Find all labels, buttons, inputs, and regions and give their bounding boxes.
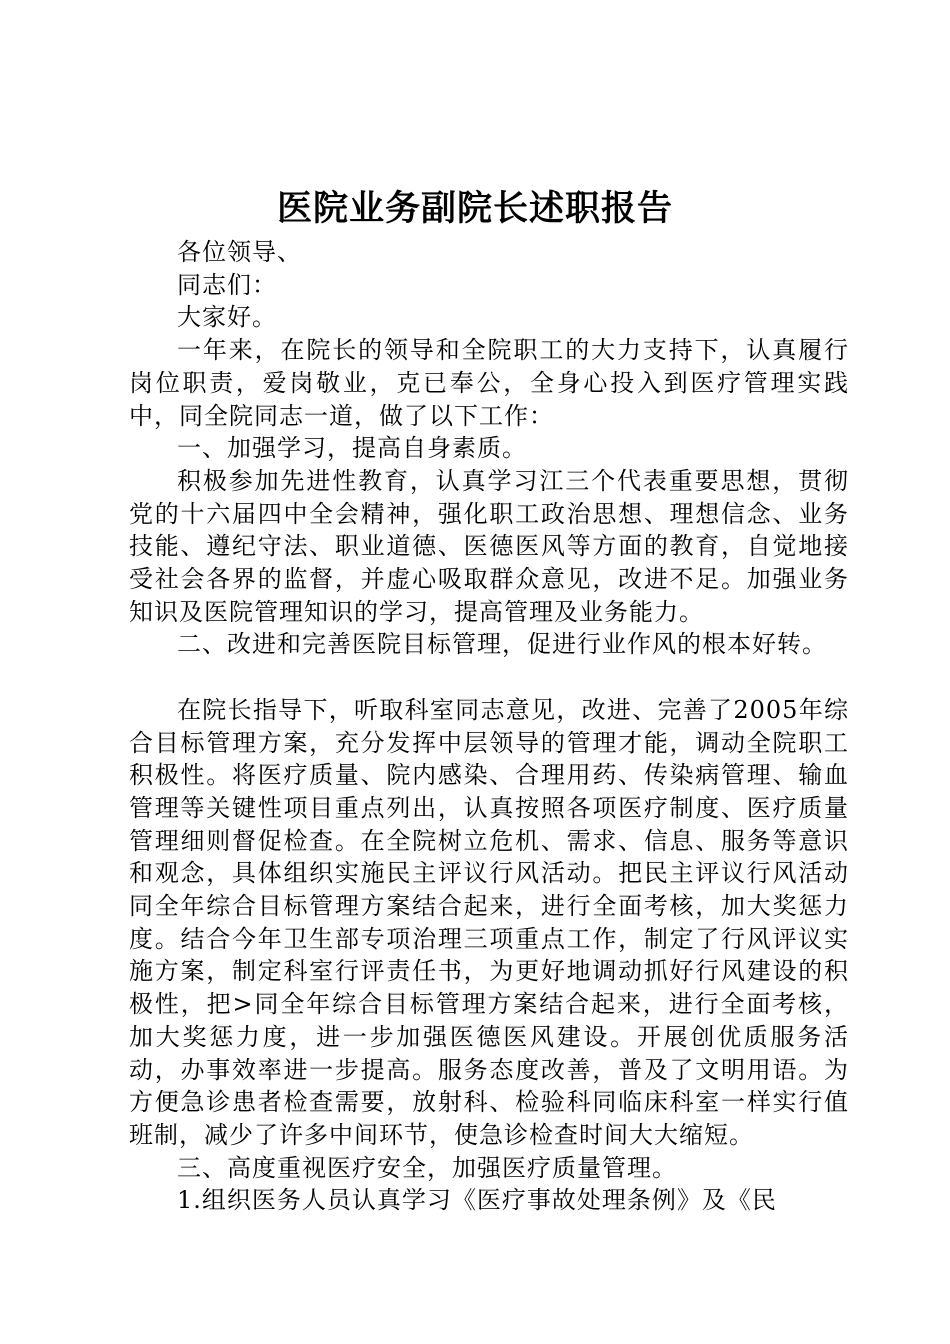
greeting: 大家好。 (177, 303, 277, 332)
section-2-paragraph: 在院长指导下，听取科室同志意见，改进、完善了2005年综合目标管理方案，充分发挥中层领导的管理才能，调动全院职工积极性。将医疗质量、院内感染、合理用药、传染病管理、输血管理等关键性项目重点列出，认真按照各项医疗制度、医疗质量管理细则督促检查。在全院树立危机、需求、信息、服务等意识和观念，具体组织实施民主评议行风活动。把民主评议行风活动同全年综合目标管理方案结合起来，进行全面考核，加大奖惩力度。结合今年卫生部专项治理三项重点工作，制定了行风评议实施方案，制定科室行评责任书，为更好地调动抓好行风建设的积极性，把>同全年综合目标管理方案结合起来，进行全面考核，加大奖惩力度，进一步加强医德医风建设。开展创优质服务活动，办事效率进一步提高。服务态度改善，普及了文明用语。为方便急诊患者检查需要，放射科、检验科同临床科室一样实行值班制，减少了许多中间环节，使急诊检查时间大大缩短。 (129, 695, 849, 1149)
section-heading-2: 二、改进和完善医院目标管理，促进行业作风的根本好转。 (177, 630, 827, 659)
intro-paragraph: 一年来，在院长的领导和全院职工的大力支持下，认真履行岗位职责，爱岗敬业，克已奉公，全身心投入到医疗管理实践中，同全院同志一道，做了以下工作： (129, 336, 849, 430)
section-heading-3: 三、高度重视医疗安全，加强医疗质量管理。 (177, 1153, 677, 1182)
document-body (129, 236, 849, 1217)
section-heading-1: 一、加强学习，提高自身素质。 (177, 434, 527, 463)
section-1-paragraph: 积极参加先进性教育，认真学习江三个代表重要思想，贯彻党的十六届四中全会精神，强化职工政治思想、理想信念、业务技能、遵纪守法、职业道德、医德医风等方面的教育，自觉地接受社会各界的监督，并虚心吸取群众意见，改进不足。加强业务知识及医院管理知识的学习，提高管理及业务能力。 (129, 466, 849, 626)
section-3-item-1: 1.组织医务人员认真学习《医疗事故处理条例》及《民 (177, 1186, 777, 1215)
salutation-leaders: 各位领导、 (177, 238, 302, 266)
salutation-comrades: 同志们： (177, 270, 277, 299)
blank-line (129, 661, 849, 694)
document-title: 医院业务副院长述职报告 (276, 188, 673, 229)
